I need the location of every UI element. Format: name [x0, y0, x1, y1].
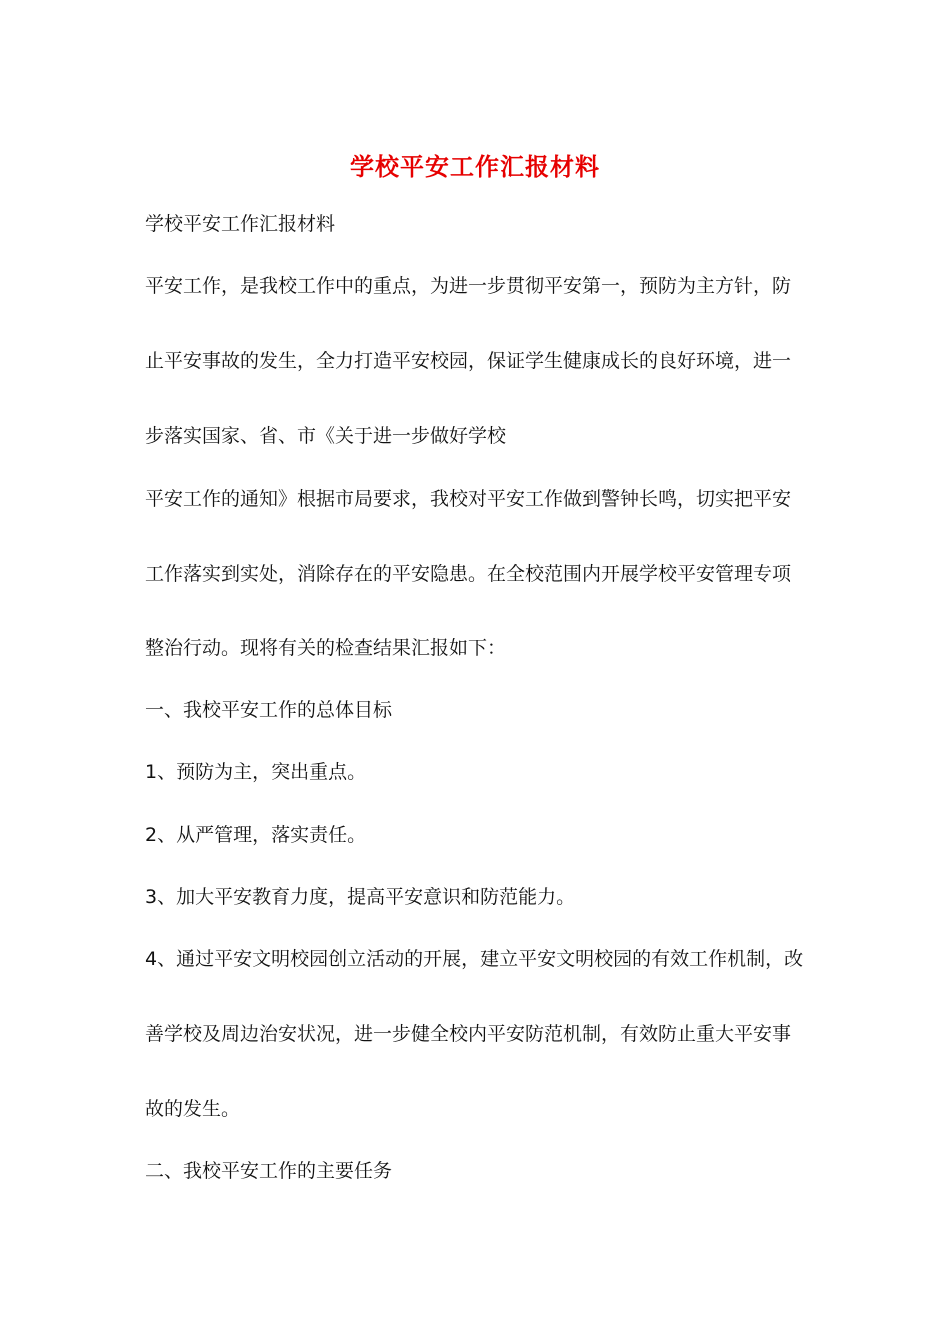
paragraph-line: 平安工作，是我校工作中的重点，为进一步贯彻平安第一，预防为主方针，防: [145, 275, 792, 297]
list-item: 2、从严管理，落实责任。: [145, 824, 367, 846]
paragraph-line: 平安工作的通知》根据市局要求，我校对平安工作做到警钟长鸣，切实把平安: [145, 488, 792, 510]
paragraph-line: 整治行动。现将有关的检查结果汇报如下：: [145, 637, 507, 659]
list-item: 3、加大平安教育力度，提高平安意识和防范能力。: [145, 886, 576, 908]
list-item: 1、预防为主，突出重点。: [145, 761, 367, 783]
paragraph-line: 步落实国家、省、市《关于进一步做好学校: [145, 425, 507, 447]
section-heading: 一、我校平安工作的总体目标: [145, 699, 393, 721]
paragraph-line: 故的发生。: [145, 1098, 241, 1120]
paragraph-line: 工作落实到实处，消除存在的平安隐患。在全校范围内开展学校平安管理专项: [145, 563, 792, 585]
paragraph-line: 善学校及周边治安状况，进一步健全校内平安防范机制，有效防止重大平安事: [145, 1023, 792, 1045]
list-item: 4、通过平安文明校园创立活动的开展，建立平安文明校园的有效工作机制，改: [145, 948, 804, 970]
paragraph-line: 止平安事故的发生，全力打造平安校园，保证学生健康成长的良好环境，进一: [145, 350, 792, 372]
document-title: 学校平安工作汇报材料: [350, 152, 600, 181]
subtitle-line: 学校平安工作汇报材料: [145, 213, 336, 235]
section-heading: 二、我校平安工作的主要任务: [145, 1160, 393, 1182]
